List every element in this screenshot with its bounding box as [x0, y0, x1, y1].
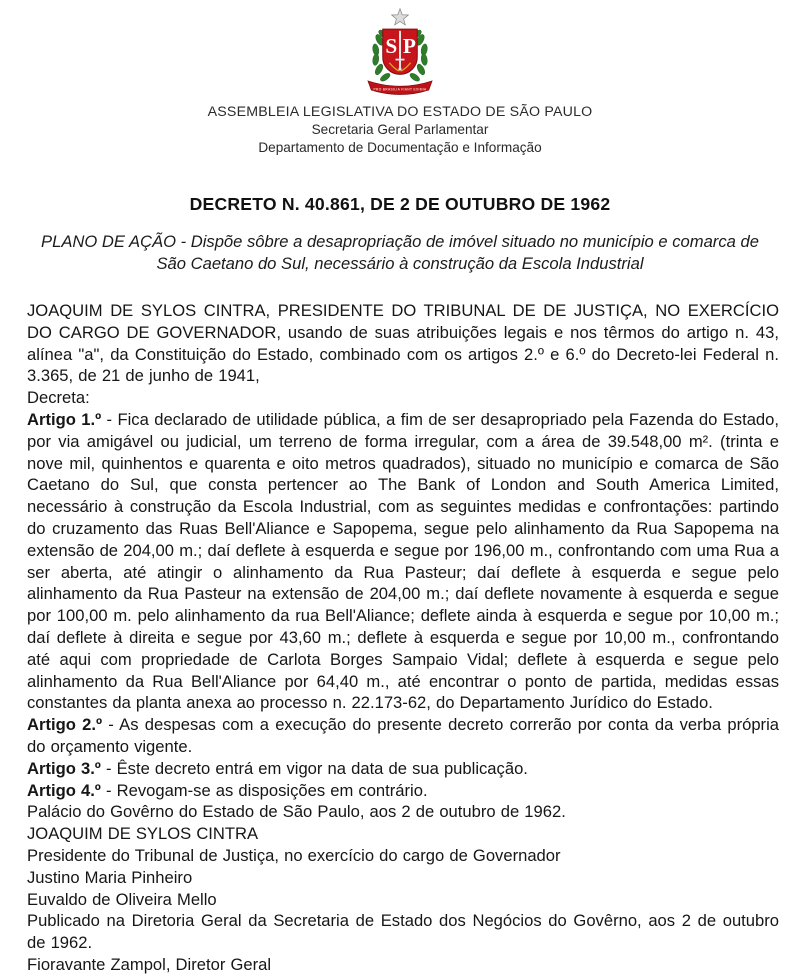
- org-name: ASSEMBLEIA LEGISLATIVA DO ESTADO DE SÃO PAULO: [207, 104, 593, 120]
- artigo-1: Artigo 1.º - Fica declarado de utilidade pública, a fim de ser desapropriado pela Fazenda do Estado, por via amigável ou judicial, um terreno de forma irregular, com a área de 39.548,00 m². (trinta e nove mil, quinhentos e quarenta e oito metros quadrados), situado no município e comarca de São Caetano do Sul, que consta pertencer ao The Bank of London and South America Limited, necessário à construção da Escola Industrial, com as seguintes medidas e confrontações: partindo do cruzamento das Ruas Bell'Aliance e Sapopema, segue pelo alinhamento da Rua Sapopema na extensão de 204,00 m.; daí deflete à esquerda e segue por 196,00 m., confrontando com uma Rua a ser aberta, até atingir o alinhamento da Rua Pasteur; daí deflete à esquerda e segue pelo alinhamento da Rua Pasteur na extensão de 204,00 m.; daí deflete novamente à esquerda e segue por 100,00 m. pelo alinhamento da rua Bell'Aliance; deflete ainda à esquerda e segue por 10,00 m.; daí deflete à direita e segue por 43,60 m.; deflete à esquerda e segue por 10,00 m., confrontando até aqui com propriedade de Carlota Borges Sampaio Vidal; deflete à esquerda e segue pelo alinhamento da Rua Bell'Aliance por 64,40 m., até encontrar o ponto de partida, medidas essas constantes da planta anexa ao processo n. 22.173-62, do Departamento Jurídico do Estado.: [27, 409, 779, 713]
- artigo-4-label: Artigo 4.º: [27, 780, 101, 800]
- signature-role: Presidente do Tribunal de Justiça, no exercício do cargo de Governador: [27, 845, 561, 865]
- org-department: Departamento de Documentação e Informação: [258, 139, 542, 155]
- star-icon: [392, 9, 409, 25]
- director-line: Fioravante Zampol, Diretor Geral: [27, 954, 272, 974]
- org-secretariat: Secretaria Geral Parlamentar: [311, 122, 489, 137]
- publication-note: Publicado na Diretoria Geral da Secretaria de Estado dos Negócios do Govêrno, aos 2 de outubro de 1962.: [27, 911, 779, 953]
- artigo-4: Artigo 4.º - Revogam-se as disposições em contrário.: [27, 780, 428, 800]
- signatory-line: Euvaldo de Oliveira Mello: [27, 889, 217, 909]
- svg-text:S: S: [385, 34, 398, 58]
- place-date-line: Palácio do Govêrno do Estado de São Paulo, aos 2 de outubro de 1962.: [27, 802, 566, 822]
- artigo-1-label: Artigo 1.º: [27, 409, 102, 429]
- signatory-line: Justino Maria Pinheiro: [27, 867, 193, 887]
- decree-subtitle: PLANO DE AÇÃO - Dispõe sôbre a desapropriação de imóvel situado no município e comarca de São Caetano do Sul, necessário à construção da Escola Industrial: [41, 232, 759, 273]
- artigo-3-label: Artigo 3.º: [27, 758, 101, 778]
- emblem-motto: PRO BRASILIA FIANT EXIMIA: [373, 87, 427, 92]
- sao-paulo-coat-of-arms-icon: [354, 7, 446, 99]
- artigo-2-label: Artigo 2.º: [27, 715, 103, 735]
- signature-name: JOAQUIM DE SYLOS CINTRA: [27, 824, 259, 844]
- letterhead: [0, 0, 800, 156]
- decreta-line: Decreta:: [27, 388, 90, 408]
- artigo-2: Artigo 2.º - As despesas com a execução do presente decreto correrão por conta da verba própria do orçamento vigente.: [27, 715, 779, 756]
- artigo-3: Artigo 3.º - Êste decreto entrá em vigor na data de sua publicação.: [27, 758, 528, 778]
- decree-title: DECRETO N. 40.861, DE 2 DE OUTUBRO DE 1962: [189, 194, 611, 214]
- preamble: JOAQUIM DE SYLOS CINTRA, PRESIDENTE DO TRIBUNAL DE DE JUSTIÇA, NO EXERCÍCIO DO CARGO DE GOVERNADOR, usando de suas atribuições legais e nos têrmos do artigo n. 43, alínea "a", da Constituição do Estado, combinado com os artigos 2.º e 6.º do Decreto-lei Federal n. 3.365, de 21 de junho de 1941,: [27, 301, 779, 386]
- svg-text:P: P: [402, 34, 416, 58]
- decree-body: [0, 300, 800, 976]
